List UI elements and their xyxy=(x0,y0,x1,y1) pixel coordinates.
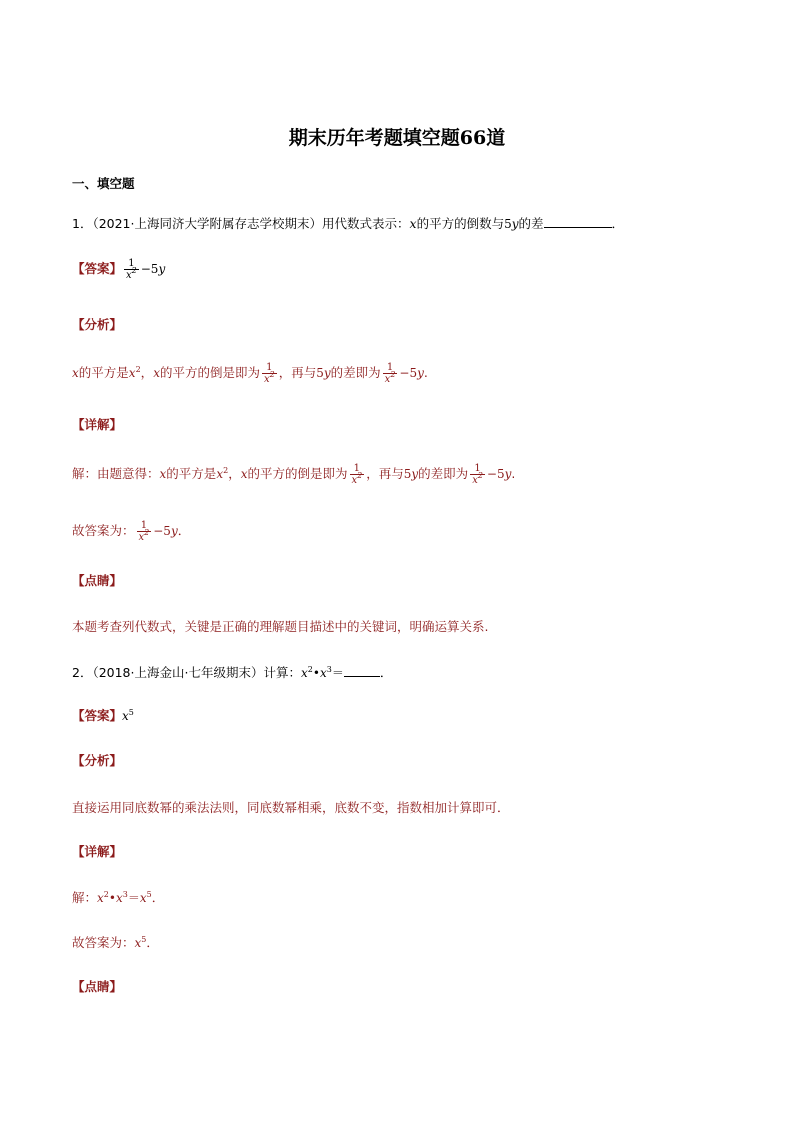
question-1-conclusion: 故答案为： $\frac{1}{x^2}$ −5y． xyxy=(72,520,191,543)
question-2-stem: 2．（2018·上海金山·七年级期末）计算：$x^2•x^3=$ ． xyxy=(72,665,393,680)
comment-label: 【点睛】 xyxy=(72,573,123,588)
section-heading: 一、填空题 xyxy=(72,176,135,191)
question-1-stem: 1．（2021·上海同济大学附属存志学校期末）用代数式表示：x的平方的倒数与5y的差 ． xyxy=(72,216,625,231)
question-2-detail: 解：$x^2•x^3=x^5$． xyxy=(72,890,165,905)
answer-label: 【答案】 xyxy=(72,261,123,276)
question-1-comment: 本题考查列代数式，关键是正确的理解题目描述中的关键词，明确运算关系. xyxy=(72,619,489,634)
question-number: 2． xyxy=(72,665,93,680)
question-source: （2018·上海金山·七年级期末） xyxy=(92,665,264,680)
detail-label: 【详解】 xyxy=(72,844,123,859)
question-number: 1． xyxy=(72,216,93,231)
comment-label: 【点睛】 xyxy=(72,979,123,994)
answer-blank xyxy=(344,664,380,677)
question-1-analysis: x的平方是$x^2$，x的平方的倒是即为 $\frac{1}{x^2}$ ，再与5y的差即为 $\frac{1}{x^2}$ −5y. xyxy=(72,362,428,385)
answer-blank xyxy=(544,215,612,228)
page-title: 期末历年考题填空题66道 xyxy=(288,127,506,149)
analysis-label: 【分析】 xyxy=(72,753,123,768)
question-2-analysis: 直接运用同底数幂的乘法法则，同底数幂相乘，底数不变，指数相加计算即可． xyxy=(72,800,510,815)
question-2-conclusion: 故答案为：$x^5$． xyxy=(72,935,159,950)
detail-label: 【详解】 xyxy=(72,417,123,432)
question-source: （2021·上海同济大学附属存志学校期末） xyxy=(92,216,322,231)
question-1-answer: 【答案】 $\frac{1}{x^2}$ −5y xyxy=(72,258,166,281)
question-2-answer: 【答案】$x^5$ xyxy=(72,708,134,723)
question-1-detail: 解：由题意得：x的平方是$x^2$，x的平方的倒是即为 $\frac{1}{x^2}$ ，再与5y的差即为 $\frac{1}{x^2}$ −5y. xyxy=(72,463,516,486)
analysis-label: 【分析】 xyxy=(72,317,123,332)
